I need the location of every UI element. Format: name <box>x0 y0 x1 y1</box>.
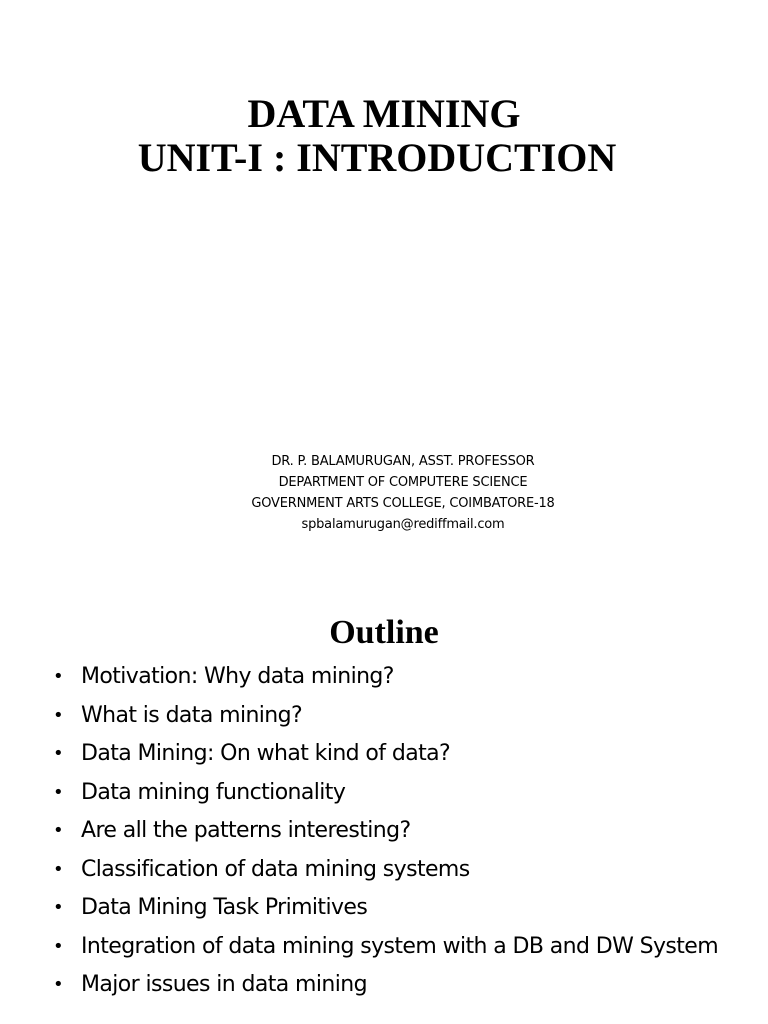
author-department: DEPARTMENT OF COMPUTERE SCIENCE <box>278 475 528 490</box>
author-info <box>0 451 768 535</box>
author-college: GOVERNMENT ARTS COLLEGE, COIMBATORE-18 <box>251 496 555 511</box>
slide-title-line-1: DATA MINING <box>247 91 521 136</box>
outline-list <box>0 662 768 1009</box>
bullet-icon: • <box>53 666 64 687</box>
outline-item-text: Major issues in data mining <box>81 972 367 997</box>
bullet-icon: • <box>53 704 64 726</box>
bullet-icon: • <box>53 897 64 918</box>
slide-title <box>0 92 768 180</box>
bullet-icon: • <box>53 974 64 995</box>
bullet-icon: • <box>53 781 64 803</box>
author-email: spbalamurugan@rediffmail.com <box>301 517 505 532</box>
outline-item <box>0 970 768 1009</box>
outline-item-text: Data Mining Task Primitives <box>81 895 368 920</box>
outline-item-text: Are all the patterns interesting? <box>81 818 411 843</box>
outline-slide <box>0 576 768 1024</box>
outline-item-text: Data Mining: On what kind of data? <box>81 741 451 766</box>
bullet-icon: • <box>53 820 64 841</box>
outline-item-text: Integration of data mining system with a DB and DW System <box>81 933 719 959</box>
outline-item-text: Classification of data mining systems <box>81 856 470 882</box>
outline-item-text: Data mining functionality <box>81 779 346 805</box>
outline-item <box>0 855 768 894</box>
outline-item <box>0 739 768 778</box>
slide-title-line-2: UNIT-I : INTRODUCTION <box>137 135 617 180</box>
author-name-title: DR. P. BALAMURUGAN, ASST. PROFESSOR <box>271 454 535 469</box>
outline-item <box>0 662 768 701</box>
bullet-icon: • <box>53 858 64 880</box>
outline-item <box>0 778 768 817</box>
outline-item <box>0 893 768 932</box>
outline-item-text: Motivation: Why data mining? <box>81 664 394 689</box>
bullet-icon: • <box>53 935 64 957</box>
outline-item <box>0 932 768 971</box>
outline-item-text: What is data mining? <box>81 702 303 728</box>
outline-item <box>0 701 768 740</box>
outline-heading: Outline <box>329 614 439 651</box>
outline-item <box>0 816 768 855</box>
bullet-icon: • <box>53 743 64 764</box>
